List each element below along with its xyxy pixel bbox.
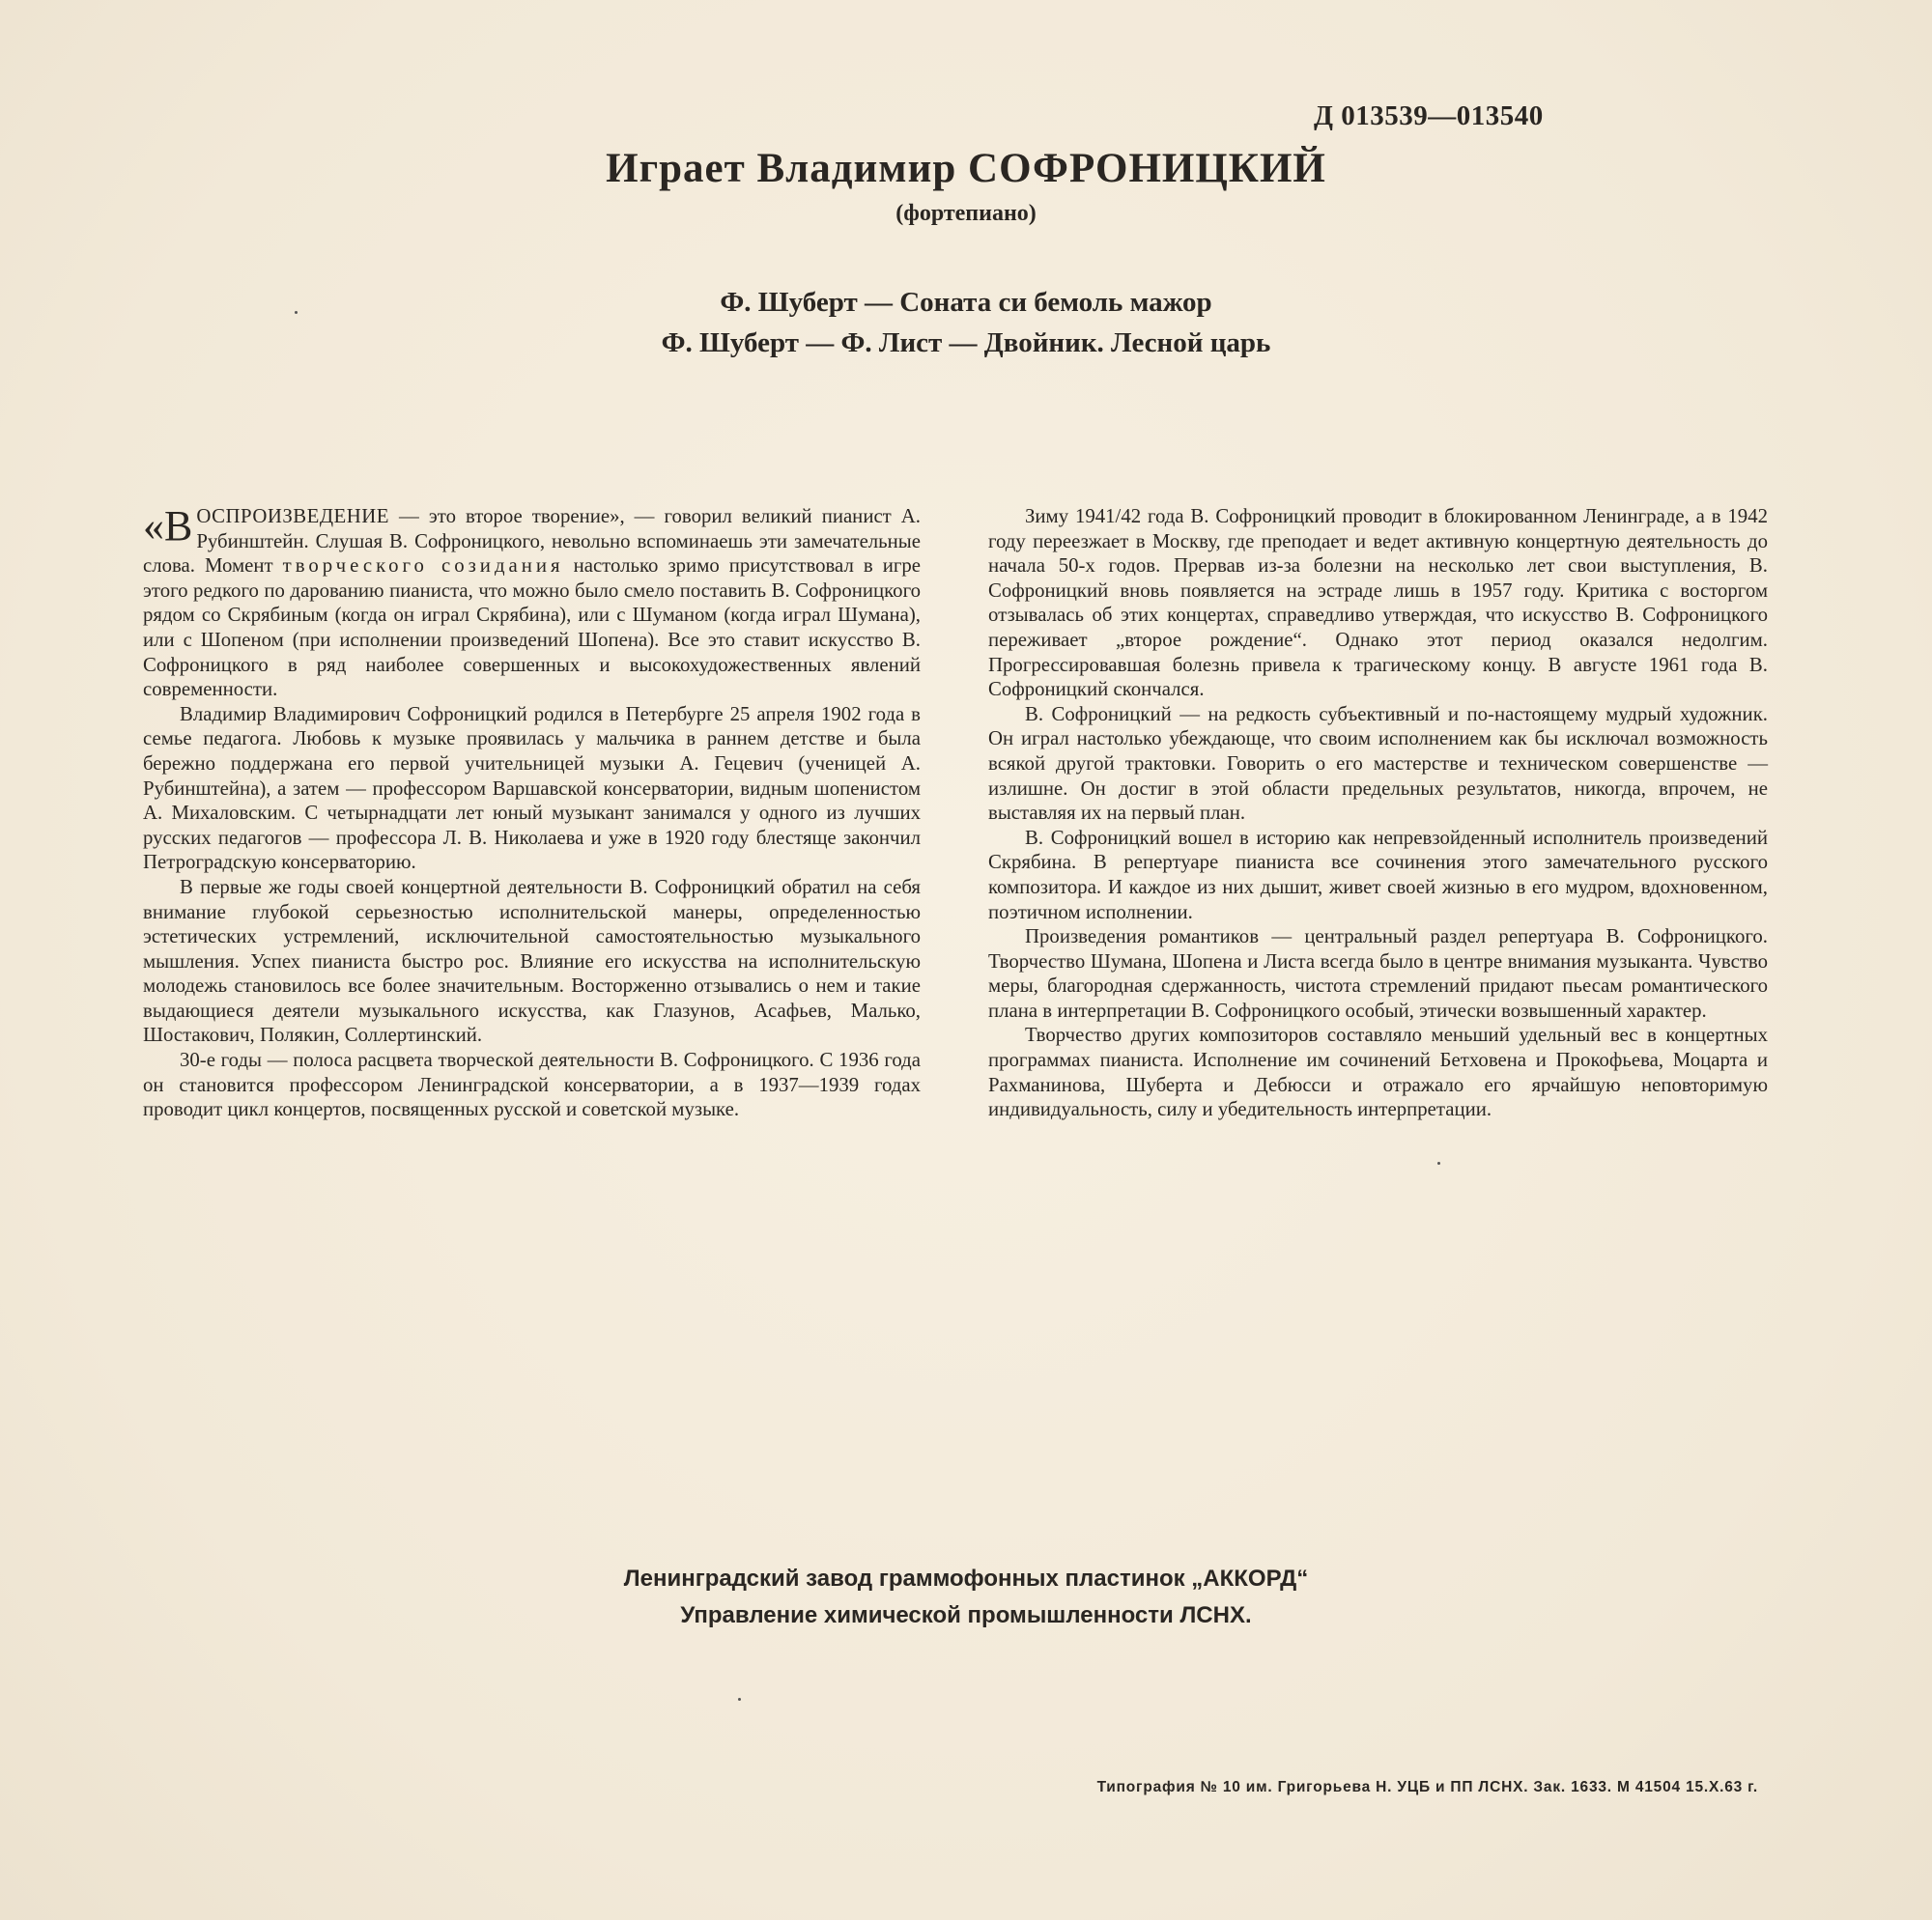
paper-speck [295,311,298,314]
instrument-subtitle: (фортепиано) [895,201,1037,226]
program-list [0,282,1932,363]
spaced-emphasis: творческого созидания [282,554,564,578]
printer-imprint: Типография № 10 им. Григорьева Н. УЦБ и ПП ЛСНХ. Зак. 1633. М 41504 15.X.63 г. [1096,1779,1758,1795]
publisher-line: Управление химической промышленности ЛСНХ. [680,1602,1252,1628]
paragraph-text: настолько зримо присутствовал в игре этого редкого по дарованию пианиста, что можно было смело поставить В. Софроницкого рядом со Скрябиным (когда он играл Скрябина), или с Шуманом (когда играл Шумана), или с Шопеном (при исполнении произведений Шопена). Все это ставит искусство В. Софроницкого в ряд наиболее совершенных и высокохудожественных явлений современности. [143,554,921,701]
drop-cap [143,502,193,550]
program-item: Ф. Шуберт — Ф. Лист — Двойник. Лесной царь [661,327,1271,358]
paragraph: Владимир Владимирович Софроницкий родился в Петербурге 25 апреля 1902 года в семье педагога. Любовь к музыке проявилась у мальчика в раннем детстве и была бережно поддержана его первой учительницей музыки А. Гецевич (ученицей А. Рубинштейна), а затем — профессором Варшавской консерватории, видным шопенистом А. Михаловским. С четырнадцати лет юный музыкант занимался у одного из лучших русских педагогов — профессора Л. В. Николаева и уже в 1920 году блестяще закончил Петроградскую консерваторию. [143,702,921,874]
paragraph: В. Софроницкий — на редкость субъективный и по-настоящему мудрый художник. Он играл настолько убеждающе, что своим исполнением как бы исключал возможность всякой другой трактовки. Говорить о его мастерстве и техническом совершенстве — излишне. Он достиг в этой области предельных результатов, никогда, впрочем, не выставляя их на первый план. [988,702,1768,825]
catalog-number: Д 013539—013540 [1314,100,1544,131]
paragraph: В первые же годы своей концертной деятельности В. Софроницкий обратил на себя внимание глубокой серьезностью исполнительской манеры, определенностью эстетических устремлений, исключительной самостоятельностью музыкального мышления. Успех пианиста быстро рос. Влияние его искусства на исполнительскую молодежь становилось все более значительным. Восторженно отзывались о нем и такие выдающиеся деятели музыкального искусства, как Глазунов, Асафьев, Малько, Шостакович, Полякин, Соллертинский. [143,875,921,1047]
program-item: Ф. Шуберт — Соната си бемоль мажор [720,287,1212,318]
publisher-line: Ленинградский завод граммофонных пластинок „АККОРД“ [623,1566,1309,1592]
paper-speck [1437,1162,1440,1165]
drop-cap-letter: В [164,502,193,550]
first-word: ОСПРОИЗВЕДЕНИЕ [196,505,390,527]
publisher-footer [0,1561,1932,1634]
right-text-column [988,504,1768,1122]
paragraph-text: — это второе творение», — говорил великий пианист А. Рубинштейн. Слушая В. Софроницкого, невольно вспоминаешь эти замечательные слова. Момент [143,505,921,578]
paragraph [143,504,921,702]
paper-speck [738,1698,741,1701]
paragraph: Произведения романтиков — центральный раздел репертуара В. Софроницкого. Творчество Шумана, Шопена и Листа всегда было в центре внимания музыканта. Чувство меры, благородная сдержанность, чистота стремлений придают пьесам романтического плана в интерпретации В. Софроницкого особый, этически возвышенный характер. [988,925,1768,1022]
opening-quote: « [143,502,164,550]
paragraph: В. Софроницкий вошел в историю как непревзойденный исполнитель произведений Скрябина. В репертуаре пианиста все сочинения этого замечательного русского композитора. И каждое из них дышит, живет своей жизнью в его мудром, вдохновенном, поэтичном исполнении. [988,826,1768,923]
performer-title: Играет Владимир СОФРОНИЦКИЙ [606,146,1326,191]
paragraph: 30-е годы — полоса расцвета творческой деятельности В. Софроницкого. С 1936 года он становится профессором Ленинградской консерватории, а в 1937—1939 годах проводит цикл концертов, посвященных русской и советской музыке. [143,1049,921,1121]
paragraph: Зиму 1941/42 года В. Софроницкий проводит в блокированном Ленинграде, а в 1942 году переезжает в Москву, где преподает и ведет активную концертную деятельность до начала 50-х годов. Прервав из-за болезни на несколько лет свои выступления, В. Софроницкий вновь появляется на эстраде лишь в 1957 году. Критика с восторгом отзывалась об этих концертах, справедливо утверждая, что искусство В. Софроницкого переживает „второе рождение“. Однако этот период оказался недолгим. Прогрессировавшая болезнь привела к трагическому концу. В августе 1961 года В. Софроницкий скончался. [988,505,1768,701]
left-text-column [143,504,921,1122]
paragraph: Творчество других композиторов составляло меньший удельный вес в концертных программах пианиста. Исполнение им сочинений Бетховена и Прокофьева, Моцарта и Рахманинова, Шуберта и Дебюсси и отражало его ярчайшую неповторимую индивидуальность, силу и убедительность интерпретации. [988,1024,1768,1121]
